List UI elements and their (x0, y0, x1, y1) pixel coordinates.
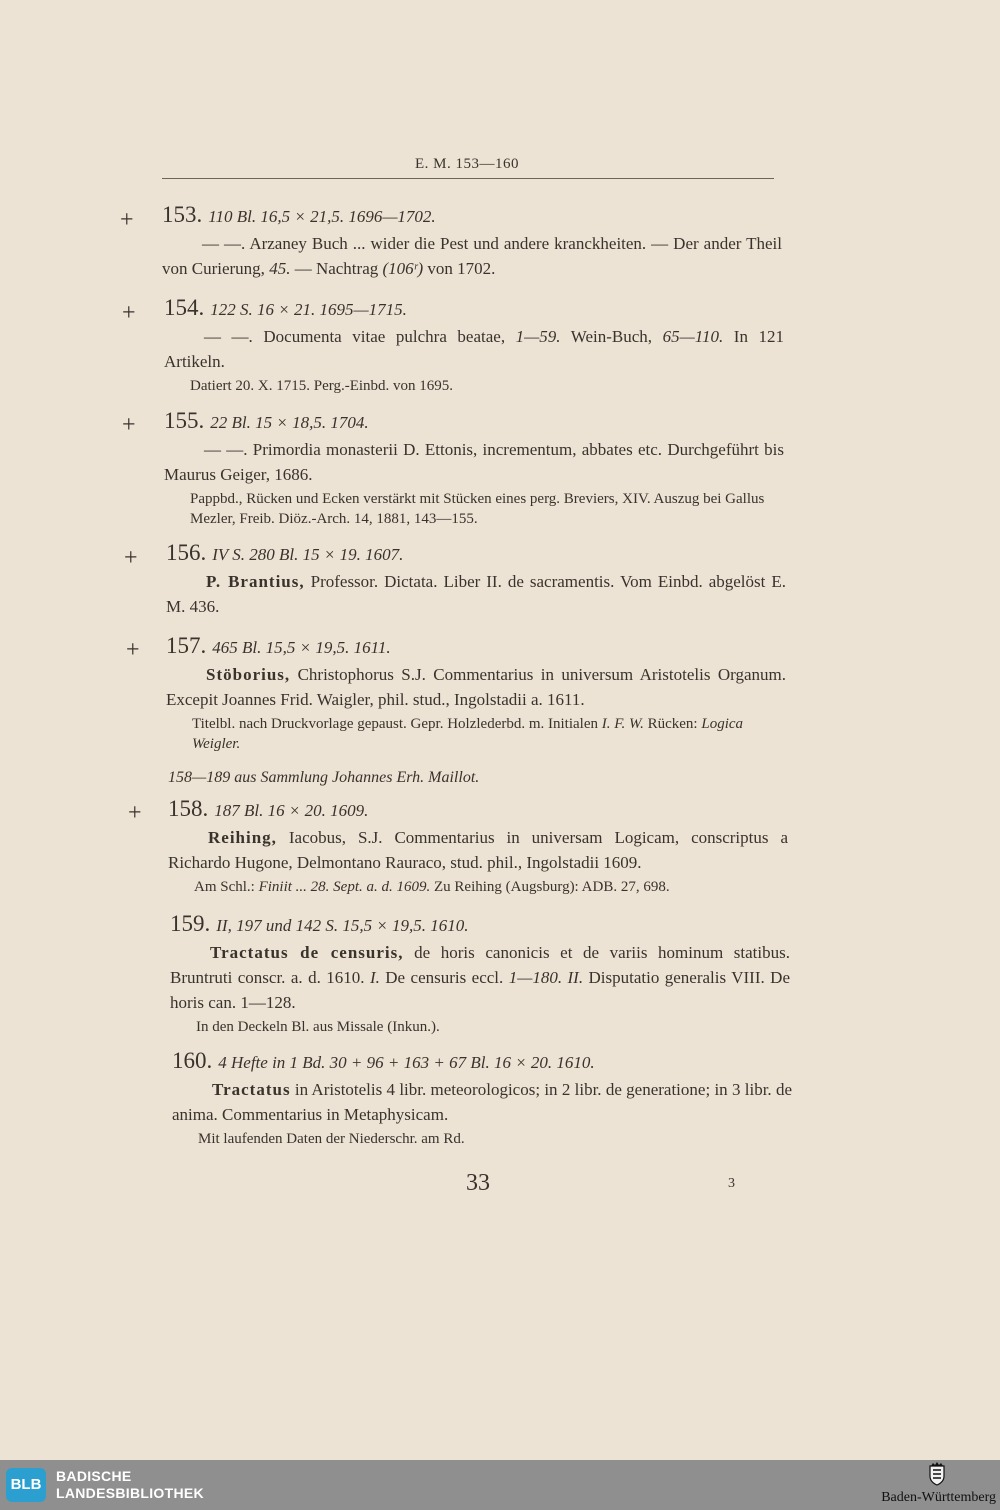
catalog-entry-153 (162, 204, 782, 281)
entry-author: Reihing, (208, 828, 277, 847)
signature-mark: 3 (728, 1176, 735, 1191)
catalog-entry-159 (170, 913, 790, 1037)
entry-body: Reihing, Iacobus, S.J. Commentarius in universam Logicam, conscriptus a Richardo Hugone, Delmontano Rauraco, stud. phil., Ingolstadii 1609. (168, 828, 788, 872)
page-number: 33 (466, 1170, 490, 1196)
entry-marker: + (120, 207, 134, 233)
entry-meta: IV S. 280 Bl. 15 × 19. 1607. (212, 545, 404, 564)
entry-meta: 4 Hefte in 1 Bd. 30 + 96 + 163 + 67 Bl. 16 × 20. 1610. (218, 1053, 595, 1072)
entry-meta: II, 197 und 142 S. 15,5 × 19,5. 1610. (216, 916, 469, 935)
entry-marker: + (126, 637, 140, 663)
catalog-entry-156 (166, 542, 786, 619)
entry-number: 157. (166, 633, 207, 658)
entry-body: Tractatus de censuris, de horis canonicis et de variis hominum statibus. Bruntruti conscr. a. d. 1610. I. De censuris eccl. 1—180. II. Disputatio generalis VIII. De horis can. 1—128. (170, 943, 790, 1012)
catalog-entry-155 (164, 410, 784, 529)
entry-note: Am Schl.: Finiit ... 28. Sept. a. d. 1609. Zu Reihing (Augsburg): ADB. 27, 698. (194, 879, 670, 895)
entry-meta: 110 Bl. 16,5 × 21,5. 1696—1702. (208, 207, 436, 226)
entry-author: Tractatus (212, 1080, 291, 1099)
entry-number: 154. (164, 295, 205, 320)
entry-number: 155. (164, 408, 205, 433)
entry-marker: + (128, 800, 142, 826)
catalog-entry-157 (166, 635, 786, 754)
entry-author: Tractatus de censuris, (210, 943, 404, 962)
entry-author: P. Brantius, (206, 572, 305, 591)
entry-number: 160. (172, 1048, 213, 1073)
catalog-entry-158 (168, 798, 788, 897)
state-crest-icon (928, 1462, 946, 1486)
entry-note: Datiert 20. X. 1715. Perg.-Einbd. von 1695. (190, 378, 454, 394)
entry-note: Titelbl. nach Druckvorlage gepaust. Gepr. Holzlederbd. m. Initialen I. F. W. Rücken: Logica Weigler. (192, 716, 744, 752)
section-note: 158—189 aus Sammlung Johannes Erh. Maillot. (168, 769, 480, 786)
entry-marker: + (124, 545, 138, 571)
blb-logo-icon[interactable]: BLB (6, 1468, 46, 1502)
entry-body: Tractatus in Aristotelis 4 libr. meteorologicos; in 2 libr. de generatione; in 3 libr. de anima. Commentarius in Metaphysicam. (172, 1080, 792, 1124)
entry-body: — —. Arzaney Buch ... wider die Pest und andere kranckheiten. — Der ander Theil von Curierung, 45. — Nachtrag (106ʳ) von 1702. (162, 234, 782, 278)
state-name[interactable]: Baden-Württemberg (881, 1490, 996, 1505)
entry-marker: + (122, 300, 136, 326)
entry-note: Mit laufenden Daten der Niederschr. am Rd. (198, 1131, 465, 1147)
entry-marker: + (122, 412, 136, 438)
entry-body: P. Brantius, Professor. Dictata. Liber II. de sacramentis. Vom Einbd. abgelöst E. M. 436. (166, 572, 786, 616)
catalog-entry-154 (164, 297, 784, 396)
entry-note: Pappbd., Rücken und Ecken verstärkt mit Stücken eines perg. Breviers, XIV. Auszug bei Gallus Mezler, Freib. Diöz.-Arch. 14, 1881, 143—155. (190, 491, 765, 527)
entry-meta: 465 Bl. 15,5 × 19,5. 1611. (212, 638, 391, 657)
catalog-entry-160 (172, 1050, 792, 1149)
entry-body: Stöborius, Christophorus S.J. Commentarius in universum Aristotelis Organum. Excepit Joannes Frid. Waigler, phil. stud., Ingolstadii a. 1611. (166, 665, 786, 709)
entry-body: — —. Primordia monasterii D. Ettonis, incrementum, abbates etc. Durchgeführt bis Maurus Geiger, 1686. (164, 440, 784, 484)
library-name[interactable]: BADISCHE LANDESBIBLIOTHEK (56, 1468, 204, 1501)
library-footer (0, 1460, 1000, 1510)
entry-meta: 122 S. 16 × 21. 1695—1715. (210, 300, 407, 319)
header-rule (162, 178, 774, 179)
entry-number: 153. (162, 202, 203, 227)
entry-meta: 22 Bl. 15 × 18,5. 1704. (210, 413, 369, 432)
running-title: E. M. 153—160 (415, 156, 519, 172)
entry-number: 158. (168, 796, 209, 821)
entry-note: In den Deckeln Bl. aus Missale (Inkun.). (196, 1019, 440, 1035)
entry-body: — —. Documenta vitae pulchra beatae, 1—59. Wein-Buch, 65—110. In 121 Artikeln. (164, 327, 785, 371)
entry-author: Stöborius, (206, 665, 291, 684)
entry-number: 159. (170, 911, 211, 936)
entry-number: 156. (166, 540, 207, 565)
entry-meta: 187 Bl. 16 × 20. 1609. (214, 801, 369, 820)
